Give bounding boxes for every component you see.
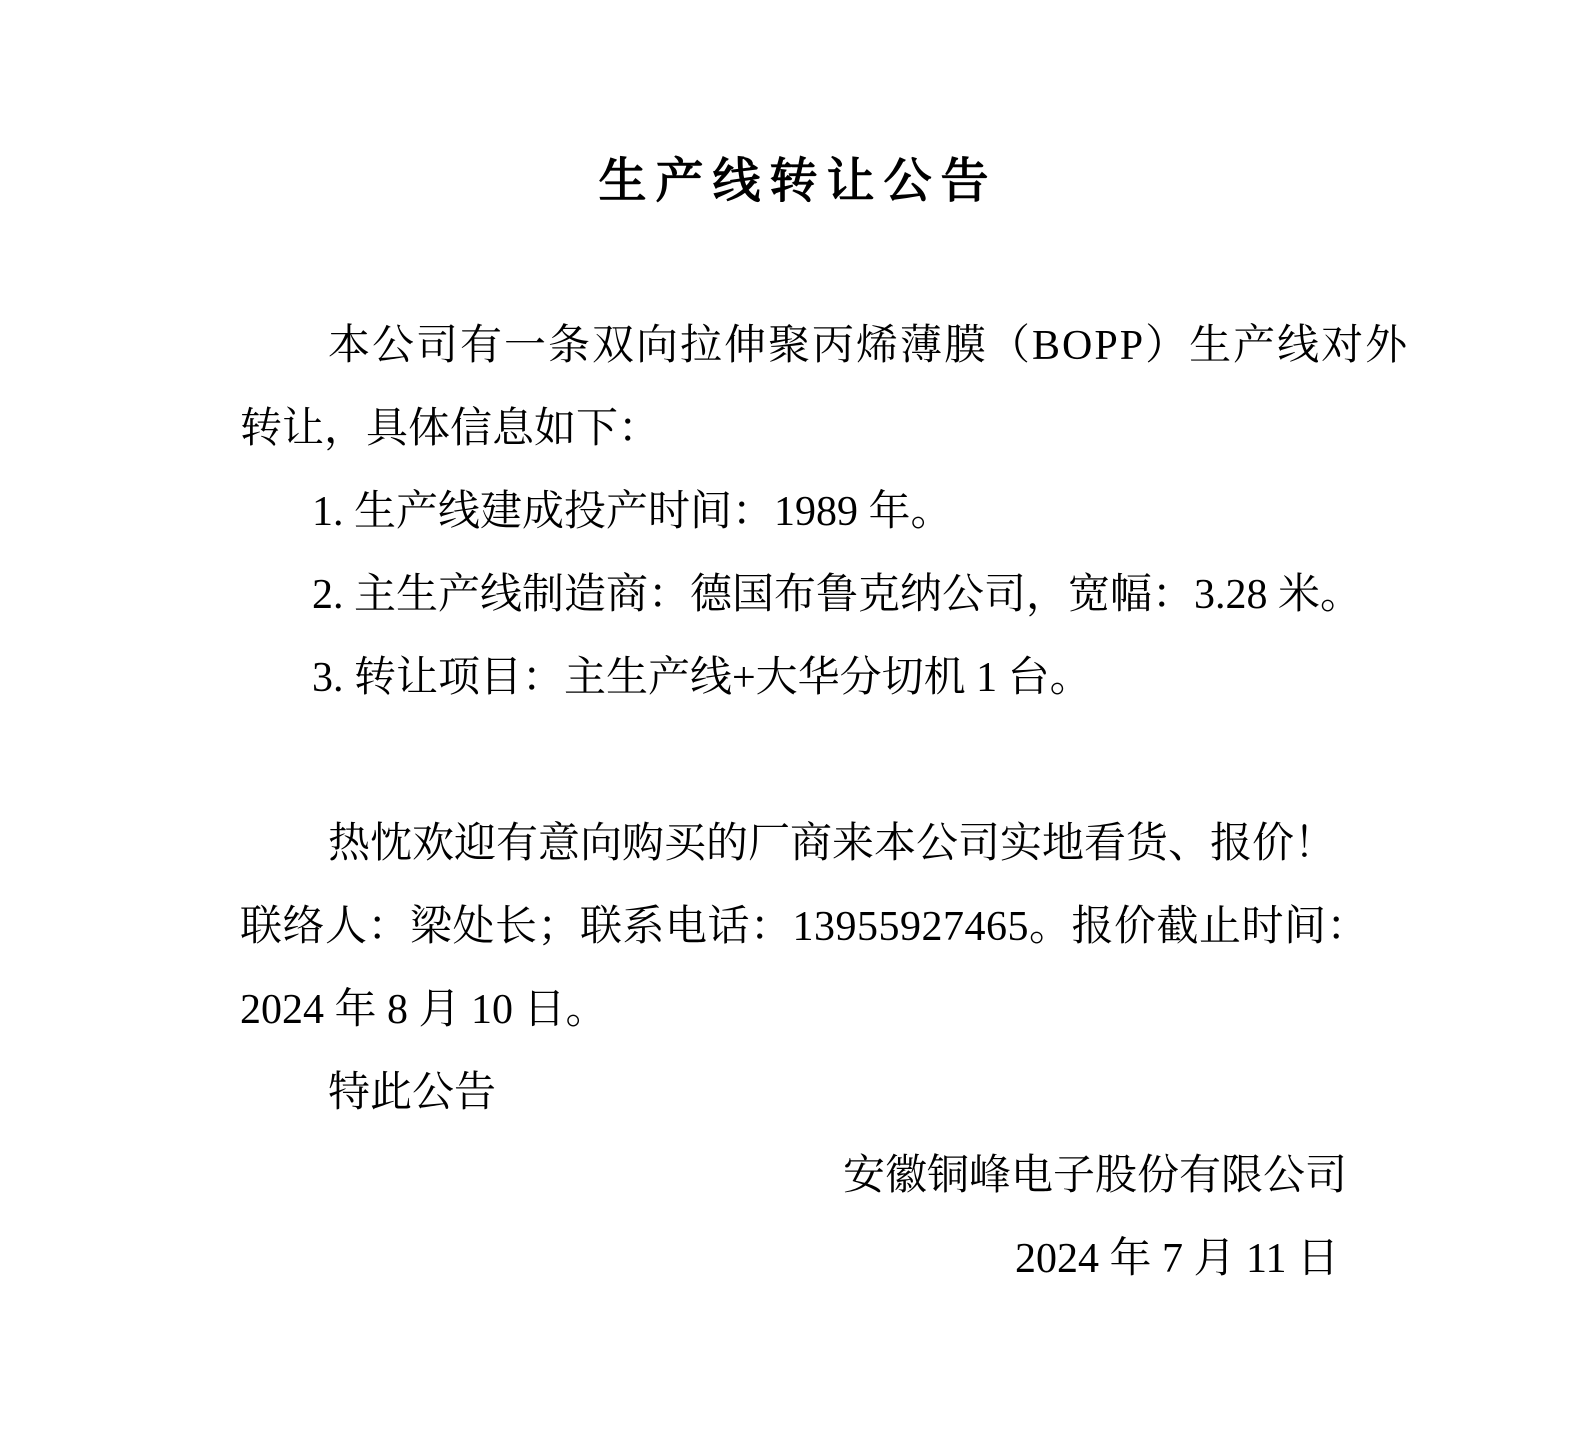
paragraph2-line2: 联络人：梁处长；联系电话：13955927465。报价截止时间： bbox=[240, 904, 1370, 950]
blank-line bbox=[240, 720, 1347, 803]
list-item-2: 2. 主生产线制造商：德国布鲁克纳公司，宽幅：3.28 米。 bbox=[312, 572, 1363, 618]
paragraph1-line2: 转让，具体信息如下： bbox=[240, 406, 661, 452]
signature-company: 安徽铜峰电子股份有限公司 bbox=[842, 1153, 1347, 1199]
list-item-3: 3. 转让项目：主生产线+大华分切机 1 台。 bbox=[312, 655, 1092, 701]
document-title: 生产线转让公告 bbox=[598, 155, 998, 208]
list-item-1: 1. 生产线建成投产时间：1989 年。 bbox=[312, 489, 953, 535]
signature-date: 2024 年 7 月 11 日 bbox=[1015, 1236, 1339, 1282]
paragraph2-line1: 热忱欢迎有意向购买的厂商来本公司实地看货、报价！ bbox=[328, 821, 1337, 867]
paragraph1-line1: 本公司有一条双向拉伸聚丙烯薄膜（BOPP）生产线对外 bbox=[328, 323, 1410, 369]
closing-phrase: 特此公告 bbox=[328, 1070, 497, 1116]
paragraph2-line3: 2024 年 8 月 10 日。 bbox=[240, 987, 608, 1033]
document-body bbox=[240, 305, 1410, 1301]
